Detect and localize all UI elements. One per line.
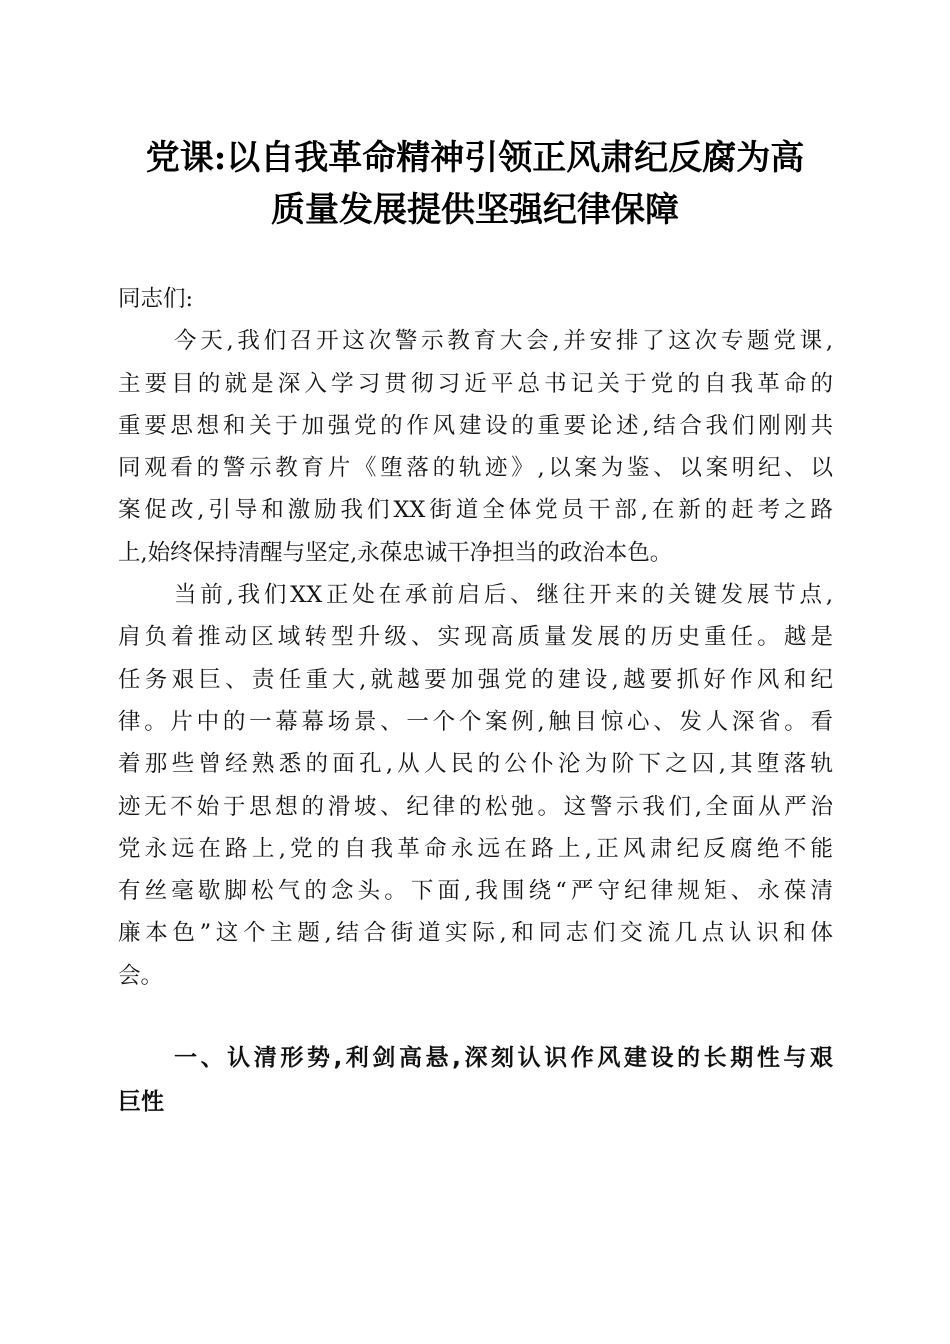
paragraph-line: 肩负着推动区域转型升级、实现高质量发展的历史重任。越是 <box>118 624 833 651</box>
paragraph-line: 上,始终保持清醒与坚定,永葆忠诚干净担当的政治本色。 <box>118 539 673 566</box>
section-heading-line: 巨性 <box>118 1089 164 1115</box>
salutation: 同志们: <box>118 286 194 312</box>
paragraph-line: 党永远在路上,党的自我革命永远在路上,正风肃纪反腐绝不能 <box>118 835 833 862</box>
paragraph-line: 案促改,引导和激励我们XX街道全体党员干部,在新的赶考之路 <box>118 497 833 524</box>
paragraph-line: 律。片中的一幕幕场景、一个个案例,触目惊心、发人深省。看 <box>118 708 833 735</box>
paragraph-line: 任务艰巨、责任重大,就越要加强党的建设,越要抓好作风和纪 <box>118 666 833 693</box>
section-heading-1 <box>118 1036 833 1124</box>
paragraph-line: 会。 <box>118 962 164 989</box>
paragraph-line: 今天,我们召开这次警示教育大会,并安排了这次专题党课, <box>174 328 833 355</box>
paragraph-line: 着那些曾经熟悉的面孔,从人民的公仆沦为阶下之囚,其堕落轨 <box>118 751 833 778</box>
paragraph-2 <box>118 574 833 997</box>
document-title <box>100 132 850 236</box>
paragraph-line: 同观看的警示教育片《堕落的轨迹》,以案为鉴、以案明纪、以 <box>118 455 833 482</box>
paragraph-1 <box>118 320 833 574</box>
paragraph-line: 主要目的就是深入学习贯彻习近平总书记关于党的自我革命的 <box>118 370 833 397</box>
paragraph-line: 迹无不始于思想的滑坡、纪律的松弛。这警示我们,全面从严治 <box>118 793 833 820</box>
title-line-2: 质量发展提供坚强纪律保障 <box>271 190 679 230</box>
paragraph-line: 重要思想和关于加强党的作风建设的重要论述,结合我们刚刚共 <box>118 412 833 439</box>
section-heading-line: 一、认清形势,利剑高悬,深刻认识作风建设的长期性与艰 <box>174 1045 833 1071</box>
paragraph-line: 当前,我们XX正处在承前启后、继往开来的关键发展节点, <box>174 582 833 609</box>
paragraph-line: 有丝毫歇脚松气的念头。下面,我围绕“严守纪律规矩、永葆清 <box>118 878 833 905</box>
document-body <box>118 278 833 997</box>
paragraph-line: 廉本色”这个主题,结合街道实际,和同志们交流几点认识和体 <box>118 920 833 947</box>
title-line-1: 党课:以自我革命精神引领正风肃纪反腐为高 <box>145 138 805 178</box>
